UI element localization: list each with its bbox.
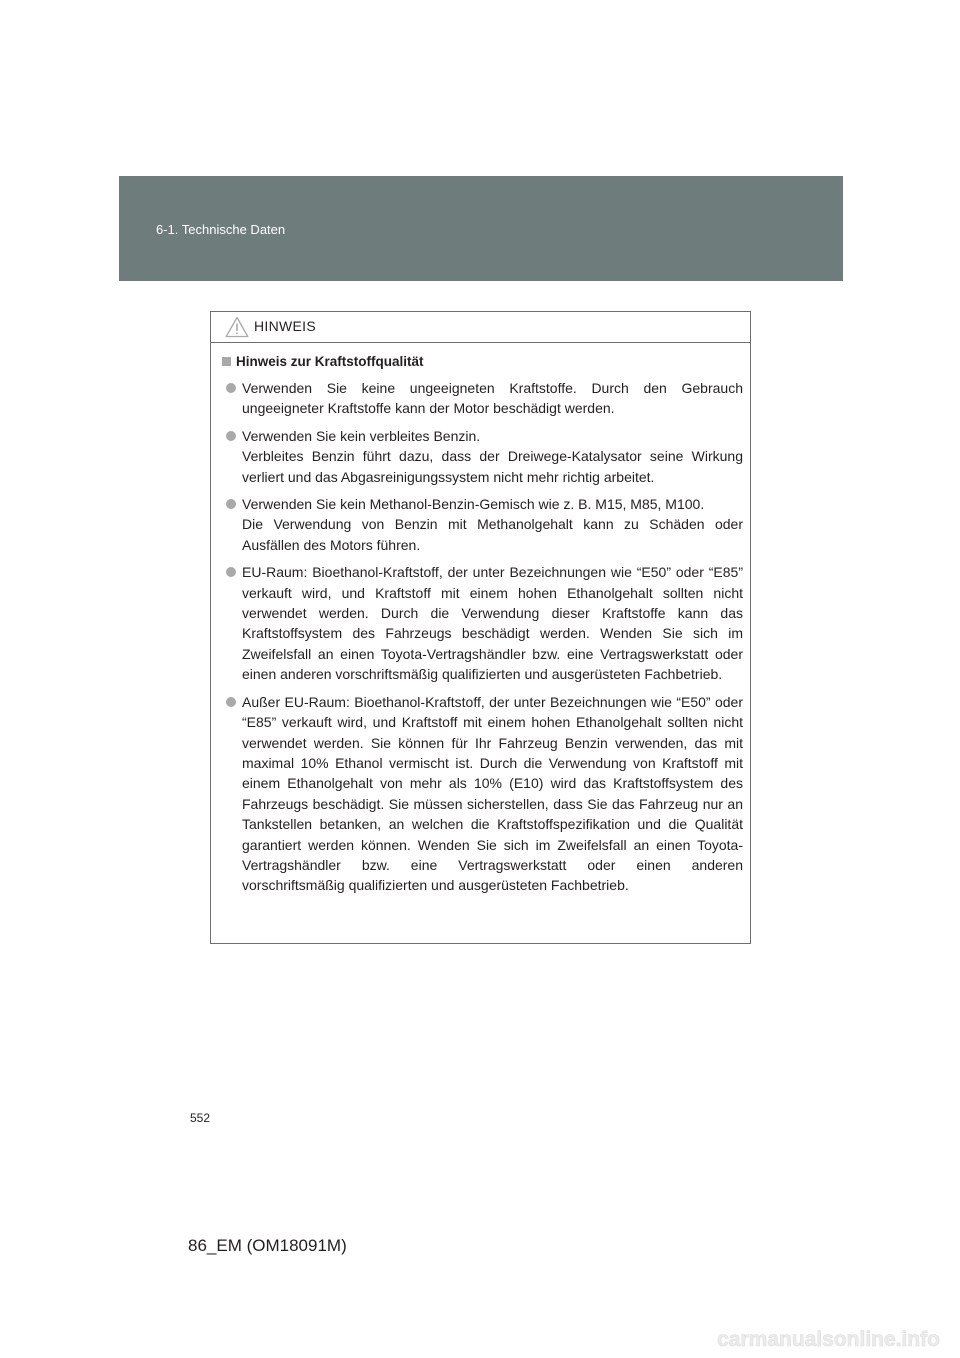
notice-list	[222, 378, 743, 896]
notice-subheading-text: Hinweis zur Kraftstoffqualität	[236, 354, 424, 369]
bullet-dot-icon	[226, 383, 236, 393]
square-bullet-icon	[222, 357, 231, 366]
section-title: 6-1. Technische Daten	[156, 222, 286, 237]
list-item-text: Die Verwendung von Benzin mit Methanolgehalt kann zu Schäden oder Ausfällen des Motors führen.	[242, 516, 743, 553]
list-item	[222, 692, 743, 896]
bullet-dot-icon	[226, 567, 236, 577]
list-item-lead: Verwenden Sie kein verbleites Benzin.	[242, 427, 481, 444]
section-header-band	[119, 176, 843, 281]
page-number: 552	[190, 1111, 211, 1125]
list-item-text: Außer EU-Raum: Bioethanol-Kraftstoff, der unter Bezeichnungen wie “E50” oder “E85” verkauft wird, und Kraftstoff mit einem hohen Ethanolgehalt sollten nicht verwendet werden. Sie können für Ihr Fahrzeug Benzin verwenden, das mit maximal 10% Ethanol vermischt ist. Durch die Verwendung von Kraftstoff mit einem Ethanolgehalt von mehr als 10% (E10) wird das Kraftstoffsystem des Fahrzeugs beschädigt. Sie müssen sicherstellen, dass Sie das Fahrzeug nur an Tankstellen betanken, an welchen die Kraftstoffspezifikation und die Qualität garantiert werden können. Wenden Sie sich im Zweifelsfall an einen Toyota-Vertragshändler bzw. eine Vertragswerkstatt oder einen anderen vorschriftsmäßig qualifizierten und ausgerüsteten Fachbetrieb.	[242, 693, 743, 894]
notice-body	[211, 343, 750, 896]
bullet-dot-icon	[226, 697, 236, 707]
notice-header	[211, 312, 750, 343]
svg-text:carmanualsonline.info: carmanualsonline.info	[717, 1328, 940, 1351]
list-item-lead: Verwenden Sie kein Methanol-Benzin-Gemisch wie z. B. M15, M85, M100.	[242, 496, 705, 513]
list-item-text: EU-Raum: Bioethanol-Kraftstoff, der unter Bezeichnungen wie “E50” oder “E85” verkauft wird, und Kraftstoff mit einem hohen Ethanolgehalt sollten nicht verwendet werden. Durch die Verwendung dieser Kraftstoffe kann das Kraftstoffsystem des Fahrzeugs beschädigt werden. Wenden Sie sich im Zweifelsfall an einen Toyota-Vertragshändler bzw. eine Vertragswerkstatt oder einen anderen vorschriftsmäßig qualifizierten und ausgerüsteten Fachbetrieb.	[242, 564, 743, 683]
notice-box	[210, 311, 751, 944]
list-item	[222, 426, 743, 487]
notice-label: HINWEIS	[254, 318, 316, 334]
watermark-logo	[622, 1325, 942, 1353]
list-item-text: Verwenden Sie keine ungeeigneten Kraftstoffe. Durch den Gebrauch ungeeigneter Kraftstoffe kann der Motor beschädigt werden.	[242, 380, 743, 417]
bullet-dot-icon	[226, 431, 236, 441]
list-item-text: Verbleites Benzin führt dazu, dass der Dreiwege-Katalysator seine Wirkung verliert und das Abgasreinigungssystem nicht mehr richtig arbeitet.	[242, 448, 743, 485]
notice-subheading	[222, 353, 743, 370]
warning-triangle-icon	[225, 316, 249, 338]
bullet-dot-icon	[226, 499, 236, 509]
list-item	[222, 378, 743, 419]
list-item	[222, 494, 743, 555]
document-code: 86_EM (OM18091M)	[188, 1236, 347, 1255]
list-item	[222, 562, 743, 684]
